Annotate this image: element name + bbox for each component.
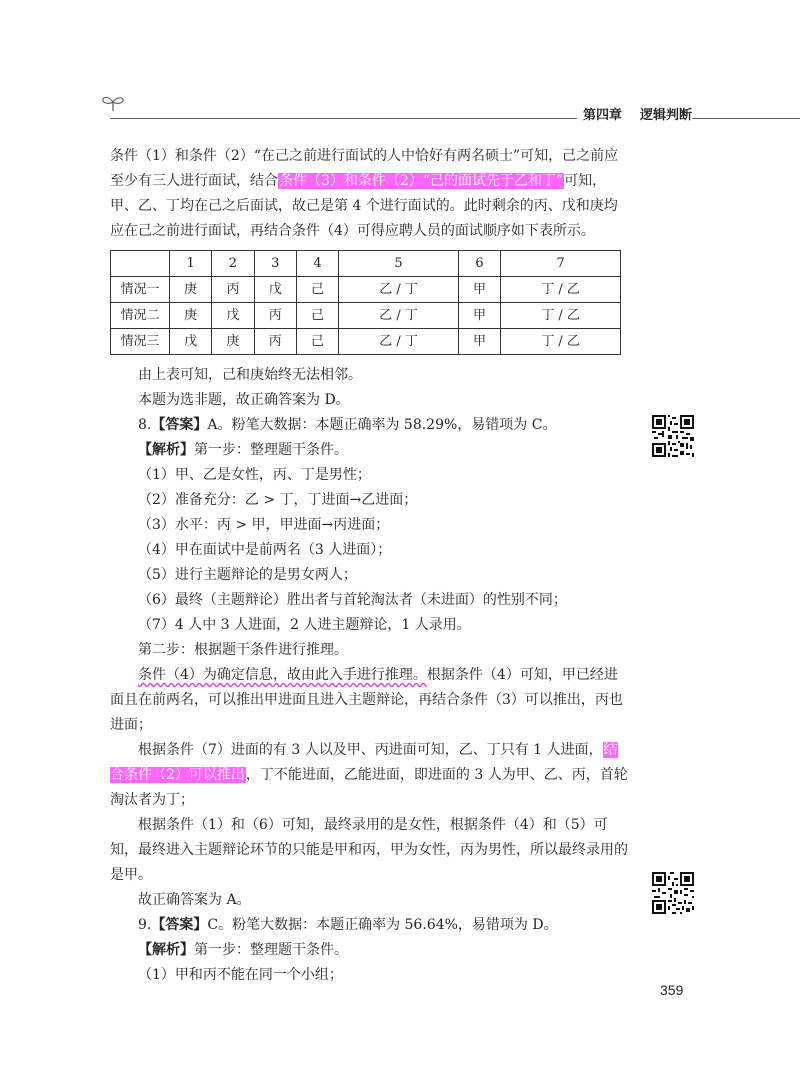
table-cell: 6 bbox=[458, 251, 500, 277]
q8-conclusion: 故正确答案为 A。 bbox=[138, 892, 251, 908]
table-cell: 丁 / 乙 bbox=[501, 277, 621, 303]
q9-analysis: 【解析】第一步：整理题干条件。 bbox=[138, 942, 348, 958]
highlight-text: 结合条件（2）可以推出 bbox=[110, 742, 618, 783]
table-cell: 5 bbox=[339, 251, 459, 277]
condition-item: （2）准备充分：乙 > 丁，丁进面→乙进面； bbox=[138, 492, 418, 508]
qr-code-icon[interactable] bbox=[652, 872, 694, 914]
table-cell: 甲 bbox=[458, 329, 500, 355]
qr-code-icon[interactable] bbox=[652, 415, 694, 457]
page-content bbox=[110, 144, 630, 988]
table-cell: 乙 / 丁 bbox=[339, 277, 459, 303]
table-cell: 2 bbox=[212, 251, 254, 277]
reasoning-paragraph: 根据条件（7）进面的有 3 人以及甲、丙进面可知，乙、丁只有 1 人进面，结合条件（2）可以推出，丁不能进面，乙能进面，即进面的 3 人为甲、乙、丙，首轮淘汰者为丁； bbox=[110, 742, 628, 808]
table-cell: 丙 bbox=[254, 303, 296, 329]
table-header-row bbox=[111, 251, 621, 277]
table-cell bbox=[111, 251, 170, 277]
page-number: 359 bbox=[660, 982, 684, 998]
wavy-underlined-text: 条件（4）为确定信息，故由此入手进行推理。 bbox=[138, 667, 427, 683]
table-cell: 庚 bbox=[212, 329, 254, 355]
paragraph-intro: 条件（1）和条件（2）“在己之前进行面试的人中恰好有两名硕士”可知，己之前应至少有三人进行面试，结合条件（3）和条件（2）“己的面试先于乙和丁”可知，甲、乙、丁均在己之后面试，故己是第 4 个进行面试的。此时剩余的丙、戊和庚均应在己之前进行面试，再结合条件（4）可得应聘人员的面试顺序如下表所示。 bbox=[110, 148, 619, 239]
table-cell: 己 bbox=[296, 277, 338, 303]
table-cell: 己 bbox=[296, 329, 338, 355]
table-cell: 1 bbox=[170, 251, 212, 277]
condition-item: （6）最终（主题辩论）胜出者与首轮淘汰者（未进面）的性别不同； bbox=[138, 592, 567, 608]
table-cell: 情况一 bbox=[111, 277, 170, 303]
table-conclusion: 由上表可知，己和庚始终无法相邻。 bbox=[138, 367, 362, 383]
interview-order-table bbox=[110, 250, 621, 355]
table-cell: 戊 bbox=[212, 303, 254, 329]
table-row bbox=[111, 277, 621, 303]
condition-item: （1）甲和丙不能在同一个小组； bbox=[138, 967, 343, 983]
table-cell: 戊 bbox=[170, 329, 212, 355]
q8-analysis: 【解析】第一步：整理题干条件。 bbox=[138, 442, 348, 458]
table-cell: 7 bbox=[501, 251, 621, 277]
condition-item: （5）进行主题辩论的是男女两人； bbox=[138, 567, 357, 583]
table-cell: 情况三 bbox=[111, 329, 170, 355]
table-cell: 己 bbox=[296, 303, 338, 329]
table-cell: 丙 bbox=[254, 329, 296, 355]
condition-item: （3）水平：丙 > 甲，甲进面→丙进面； bbox=[138, 517, 390, 533]
table-cell: 丁 / 乙 bbox=[501, 303, 621, 329]
chapter-header bbox=[577, 104, 692, 123]
reasoning-paragraph: 条件（4）为确定信息，故由此入手进行推理。根据条件（4）可知，甲已经进面且在前两名，可以推出甲进面且进入主题辩论，再结合条件（3）可以推出，丙也进面； bbox=[110, 667, 623, 733]
table-row bbox=[111, 329, 621, 355]
step-two: 第二步：根据题干条件进行推理。 bbox=[138, 642, 348, 658]
table-cell: 丙 bbox=[212, 277, 254, 303]
condition-item: （7）4 人中 3 人进面，2 人进主题辩论，1 人录用。 bbox=[138, 617, 471, 633]
table-cell: 庚 bbox=[170, 277, 212, 303]
table-row bbox=[111, 303, 621, 329]
header-rule bbox=[110, 118, 800, 119]
condition-item: （1）甲、乙是女性，丙、丁是男性； bbox=[138, 467, 371, 483]
table-cell: 甲 bbox=[458, 277, 500, 303]
q8-answer: 8.【答案】A。粉笔大数据：本题正确率为 58.29%，易错项为 C。 bbox=[138, 417, 557, 433]
table-cell: 乙 / 丁 bbox=[339, 303, 459, 329]
condition-item: （4）甲在面试中是前两名（3 人进面）； bbox=[138, 542, 392, 558]
q9-answer: 9.【答案】C。粉笔大数据：本题正确率为 56.64%，易错项为 D。 bbox=[138, 917, 558, 933]
reasoning-paragraph: 根据条件（1）和（6）可知，最终录用的是女性，根据条件（4）和（5）可知，最终进入主题辩论环节的只能是甲和丙，甲为女性，丙为男性，所以最终录用的是甲。 bbox=[110, 817, 628, 883]
table-cell: 乙 / 丁 bbox=[339, 329, 459, 355]
chapter-number: 第四章 bbox=[582, 108, 622, 123]
table-cell: 3 bbox=[254, 251, 296, 277]
answer-statement: 本题为选非题，故正确答案为 D。 bbox=[138, 392, 350, 408]
table-cell: 丁 / 乙 bbox=[501, 329, 621, 355]
chapter-title: 逻辑判断 bbox=[639, 108, 692, 123]
table-cell: 4 bbox=[296, 251, 338, 277]
table-cell: 情况二 bbox=[111, 303, 170, 329]
table-cell: 甲 bbox=[458, 303, 500, 329]
table-cell: 庚 bbox=[170, 303, 212, 329]
sprout-icon bbox=[100, 93, 126, 113]
table-cell: 戊 bbox=[254, 277, 296, 303]
highlight-text: 条件（3）和条件（2）“己的面试先于乙和丁” bbox=[279, 173, 564, 189]
